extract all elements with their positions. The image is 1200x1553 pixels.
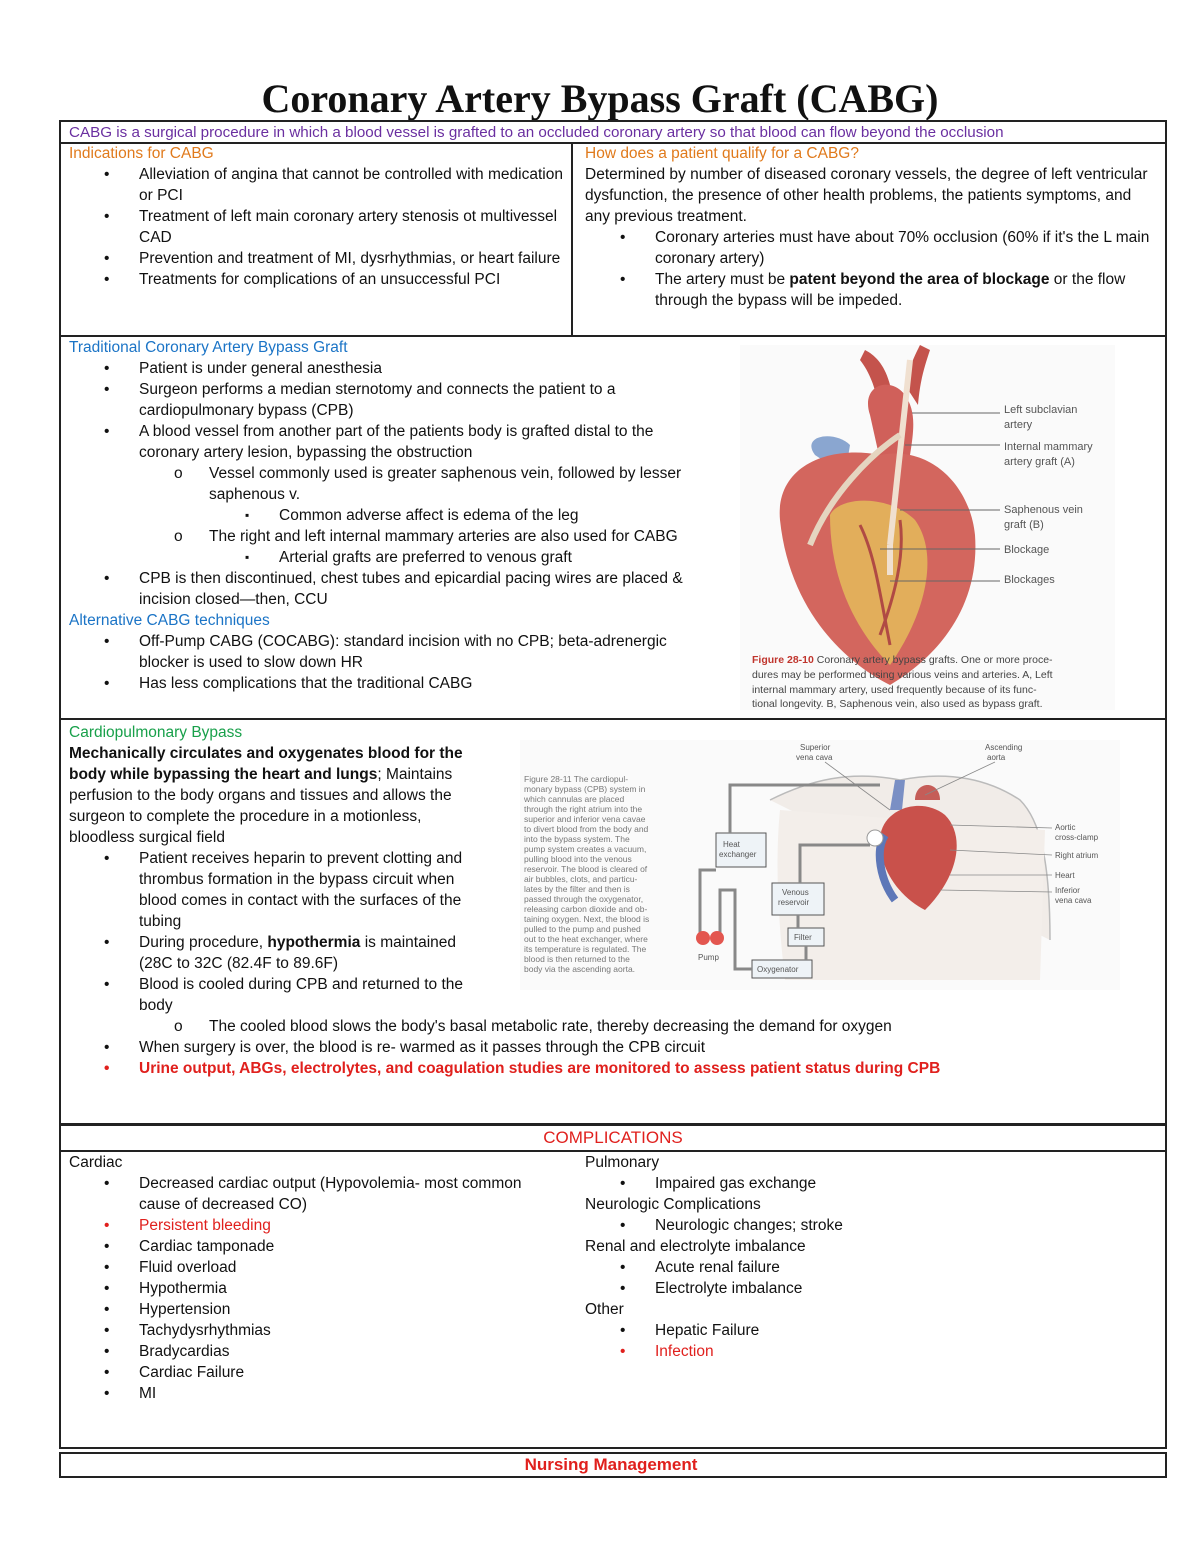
- figure-label: graft (B): [1004, 519, 1044, 531]
- figure-caption: pump system creates a vacuum,: [524, 844, 647, 854]
- figure-caption: superior and inferior vena cavae: [524, 814, 646, 824]
- figure-label: Superior: [800, 743, 831, 752]
- list-item: • Impaired gas exchange: [575, 1173, 1155, 1194]
- list-item: o Vessel commonly used is greater saphenous vein, followed by lesser saphenous v.: [59, 463, 714, 505]
- list-item: • Bradycardias: [59, 1341, 564, 1362]
- list-item: • Has less complications that the traditional CABG: [59, 673, 714, 694]
- figure-label: Filter: [794, 933, 812, 942]
- list-item: • Cardiac tamponade: [59, 1236, 564, 1257]
- figure-label: Venous: [782, 888, 809, 897]
- renal-heading: Renal and electrolyte imbalance: [585, 1238, 806, 1255]
- figure-label: Right atrium: [1055, 851, 1099, 860]
- traditional-block: [69, 337, 714, 694]
- list-item: o The cooled blood slows the body's basal metabolic rate, thereby decreasing the demand for oxygen: [59, 1016, 1159, 1037]
- figure-caption: blood is then returned to the: [524, 954, 630, 964]
- list-item: • Infection: [575, 1341, 1155, 1362]
- indications-block: [69, 143, 564, 290]
- figure-caption: taining oxygen. Next, the blood is: [524, 914, 650, 924]
- figure-label: cross-clamp: [1055, 833, 1099, 842]
- other-heading: Other: [585, 1301, 624, 1318]
- figure-label: exchanger: [719, 850, 757, 859]
- figure-caption: air bubbles, clots, and particu-: [524, 874, 638, 884]
- cardiac-heading: Cardiac: [69, 1154, 123, 1171]
- figure-label: reservoir: [778, 898, 810, 907]
- list-item: • Hypertension: [59, 1299, 564, 1320]
- figure-caption: passed through the oxygenator,: [524, 894, 644, 904]
- figure-caption: monary bypass (CPB) system in: [524, 784, 646, 794]
- list-item: • Patient receives heparin to prevent clotting and thrombus formation in the bypass circuit when blood comes in contact with the surfaces of the tubing: [59, 848, 484, 932]
- figure-caption: tional longevity. B, Saphenous vein, also used as bypass graft.: [752, 698, 1043, 710]
- list-item: • During procedure, hypothermia is maintained (28C to 32C (82.4F to 89.6F): [59, 932, 484, 974]
- figure-caption: to divert blood from the body and: [524, 824, 649, 834]
- figure-caption: Figure 28-11 The cardiopul-: [524, 774, 629, 784]
- figure-label: Blockages: [1004, 574, 1055, 586]
- list-item: • Treatments for complications of an unsuccessful PCI: [59, 269, 564, 290]
- list-item: • MI: [59, 1383, 564, 1404]
- figure-label: vena cava: [1055, 896, 1092, 905]
- figure-caption: body via the ascending aorta.: [524, 964, 636, 974]
- list-item: • Patient is under general anesthesia: [59, 358, 714, 379]
- list-item: • Blood is cooled during CPB and returned to the body: [59, 974, 484, 1016]
- list-item: • Surgeon performs a median sternotomy and connects the patient to a cardiopulmonary bypass (CPB): [59, 379, 714, 421]
- list-item: • Fluid overload: [59, 1257, 564, 1278]
- figure-label: Ascending: [985, 743, 1023, 752]
- list-item: • Hepatic Failure: [575, 1320, 1155, 1341]
- list-item: • Treatment of left main coronary artery stenosis ot multivessel CAD: [59, 206, 564, 248]
- list-item: • Cardiac Failure: [59, 1362, 564, 1383]
- figure-label: artery: [1004, 419, 1033, 431]
- figure-label: Internal mammary: [1004, 441, 1093, 453]
- figure-label: Blockage: [1004, 544, 1050, 556]
- page-title: Coronary Artery Bypass Graft (CABG): [261, 76, 939, 121]
- list-item: • A blood vessel from another part of the patients body is grafted distal to the coronary artery lesion, bypassing the obstruction: [59, 421, 714, 463]
- figure-caption: reservoir. The blood is cleared of: [524, 864, 648, 874]
- list-item: o The right and left internal mammary arteries are also used for CABG: [59, 526, 714, 547]
- figure-caption: Figure 28-10 Coronary artery bypass grafts. One or more proce-: [752, 654, 1053, 666]
- other-complications: [585, 1152, 1155, 1362]
- figure-caption: pulling blood into the venous: [524, 854, 632, 864]
- list-item: ▪ Arterial grafts are preferred to venous graft: [59, 547, 714, 568]
- figure-label: Heart: [1055, 871, 1075, 880]
- list-item: • Urine output, ABGs, electrolytes, and coagulation studies are monitored to assess patient status during CPB: [59, 1058, 1159, 1079]
- list-item: • Persistent bleeding: [59, 1215, 564, 1236]
- figure-caption: out to the heat exchanger, where: [524, 934, 648, 944]
- figure-caption: pulled to the pump and pushed: [524, 924, 641, 934]
- cpb-system-figure: [520, 740, 1120, 990]
- traditional-heading: Traditional Coronary Artery Bypass Graft: [69, 339, 348, 356]
- figure-label: Left subclavian: [1004, 404, 1078, 416]
- list-item: • CPB is then discontinued, chest tubes and epicardial pacing wires are placed & incision closed—then, CCU: [59, 568, 714, 610]
- figure-caption: releasing carbon dioxide and ob-: [524, 904, 648, 914]
- bypass-graft-figure: [740, 345, 1115, 710]
- alternative-heading: Alternative CABG techniques: [69, 612, 270, 629]
- list-item: • When surgery is over, the blood is re- warmed as it passes through the CPB circuit: [59, 1037, 1159, 1058]
- figure-label: Pump: [698, 953, 719, 962]
- list-item: • Coronary arteries must have about 70% occlusion (60% if it's the L main coronary artery): [575, 227, 1155, 269]
- qualify-text: Determined by number of diseased coronary vessels, the degree of left ventricular dysfunction, the presence of other health problems, the patients symptoms, and any previous treatment.: [585, 166, 1148, 225]
- figure-label: aorta: [987, 753, 1006, 762]
- list-item: • Hypothermia: [59, 1278, 564, 1299]
- figure-caption: into the bypass system. The: [524, 834, 630, 844]
- cpb-heading: Cardiopulmonary Bypass: [69, 724, 243, 741]
- figure-label: Inferior: [1055, 886, 1080, 895]
- figure-label: Aortic: [1055, 823, 1076, 832]
- cabg-definition: CABG is a surgical procedure in which a blood vessel is grafted to an occluded coronary artery so that blood can flow beyond the occlusion: [69, 124, 1004, 141]
- list-item: • Tachydysrhythmias: [59, 1320, 564, 1341]
- figure-label: artery graft (A): [1004, 456, 1075, 468]
- qualify-heading: How does a patient qualify for a CABG?: [585, 145, 859, 162]
- figure-caption: which cannulas are placed: [524, 794, 625, 804]
- list-item: ▪ Common adverse affect is edema of the leg: [59, 505, 714, 526]
- figure-caption: its temperature is regulated. The: [524, 944, 647, 954]
- figure-label: Saphenous vein: [1004, 504, 1083, 516]
- list-item: • Electrolyte imbalance: [575, 1278, 1155, 1299]
- figure-label: Oxygenator: [757, 965, 799, 974]
- figure-caption: dures may be performed using various veins and arteries. A, Left: [752, 669, 1053, 681]
- divider: [571, 142, 573, 336]
- figure-caption: internal mammary artery, used frequently because of its func-: [752, 684, 1037, 696]
- list-item: • Acute renal failure: [575, 1257, 1155, 1278]
- figure-label: vena cava: [796, 753, 833, 762]
- nursing-heading: Nursing Management: [524, 1455, 698, 1474]
- neuro-heading: Neurologic Complications: [585, 1196, 761, 1213]
- complications-heading: COMPLICATIONS: [543, 1128, 683, 1147]
- list-item: • Off-Pump CABG (COCABG): standard incision with no CPB; beta-adrenergic blocker is used to slow down HR: [59, 631, 714, 673]
- pulmonary-heading: Pulmonary: [585, 1154, 660, 1171]
- figure-caption: lates by the filter and then is: [524, 884, 630, 894]
- list-item: • Prevention and treatment of MI, dysrhythmias, or heart failure: [59, 248, 564, 269]
- figure-label: Heat: [723, 840, 740, 849]
- list-item: • Alleviation of angina that cannot be controlled with medication or PCI: [59, 164, 564, 206]
- qualify-block: [585, 143, 1155, 311]
- list-item: • Decreased cardiac output (Hypovolemia- most common cause of decreased CO): [59, 1173, 539, 1215]
- cardiac-complications: [69, 1152, 564, 1404]
- list-item: • Neurologic changes; stroke: [575, 1215, 1155, 1236]
- figure-caption: through the right atrium into the: [524, 804, 643, 814]
- list-item: • The artery must be patent beyond the area of blockage or the flow through the bypass will be impeded.: [575, 269, 1155, 311]
- cpb-intro: Mechanically circulates and oxygenates blood for the body while bypassing the heart and lungs; Maintains perfusion to the body organs and tissues and allows the surgeon to complete the procedure in a motionless, bloodless surgical field: [69, 745, 463, 846]
- indications-heading: Indications for CABG: [69, 145, 214, 162]
